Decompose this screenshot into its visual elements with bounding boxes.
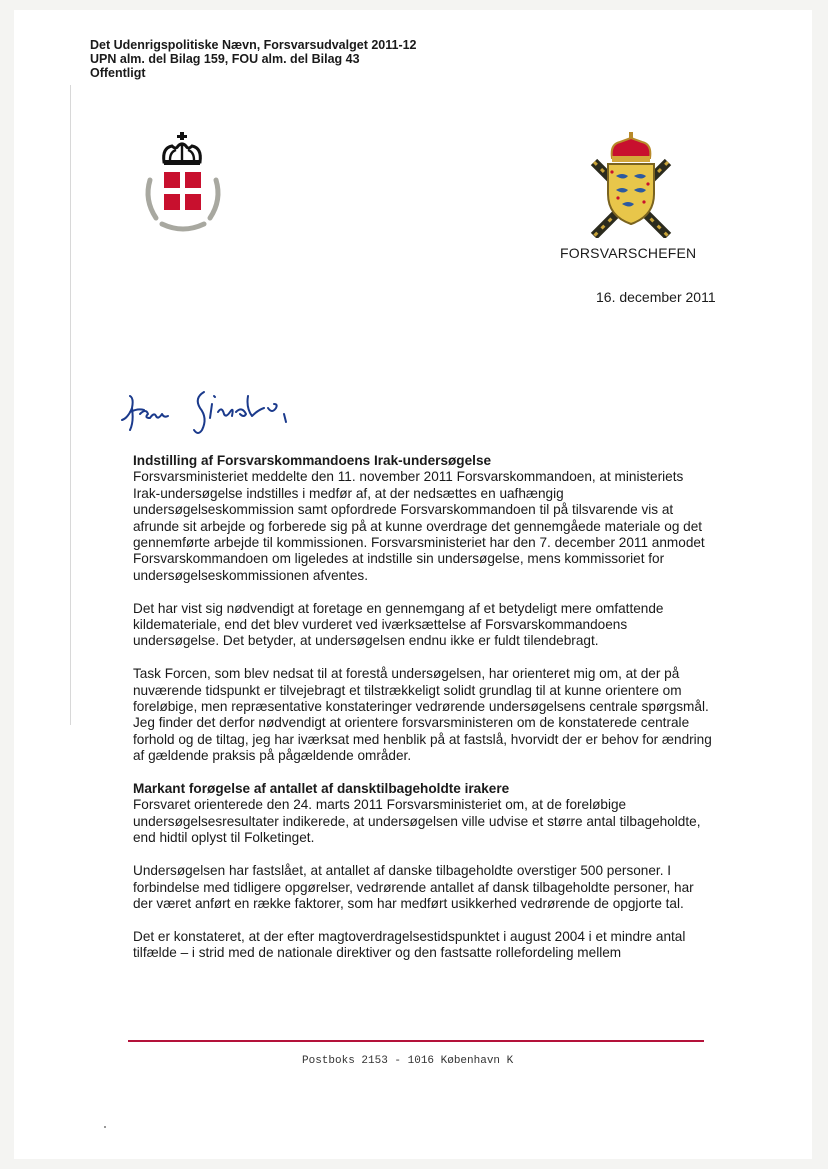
danish-defence-crown-emblem-icon xyxy=(140,130,226,232)
paragraph: Undersøgelsen har fastslået, at antallet af danske tilbageholdte overstiger 500 personer. I forbindelse med tidligere opgørelser, vedrørende antallet af dansk tilbageholdte personer, har der været anført en række faktorer, som har medført usikkerhed vedrørende de opgjorte tal. xyxy=(133,863,694,911)
chief-of-defence-coat-of-arms-icon xyxy=(588,132,674,238)
archive-header-line3: Offentligt xyxy=(90,66,146,80)
footer-rule xyxy=(128,1040,704,1042)
archive-header-line2: UPN alm. del Bilag 159, FOU alm. del Bilag 43 xyxy=(90,52,360,66)
section-heading-detainees: Markant forøgelse af antallet af dansktilbageholdte irakere xyxy=(133,781,510,797)
scan-speck xyxy=(104,1126,106,1128)
letter-date: 16. december 2011 xyxy=(596,289,716,305)
organization-name: FORSVARSCHEFEN xyxy=(560,245,697,261)
handwritten-signature xyxy=(118,378,308,438)
paragraph: Det er konstateret, at der efter magtoverdragelsestidspunktet i august 2004 i et mindre antal tilfælde – i strid med de nationale direktiver og den fastsatte rollefordeling mellem xyxy=(133,928,686,961)
paragraph: Det har vist sig nødvendigt at foretage en gennemgang af et betydeligt mere omfattende kildemateriale, end det blev vurderet ved iværksættelse af Forsvarskommandoens undersøgelse. Det betyder, at undersøgelsen endnu ikke er fuldt tilendebragt. xyxy=(133,600,664,649)
paragraph: Forsvarsministeriet meddelte den 11. november 2011 Forsvarskommandoen, at ministeriets Irak-undersøgelse indstilles i medfør af, at der nedsættes en uafhængig undersøgelseskommission samt opfordrede Forsvarskommandoen til på tilsvarende vis at afrunde sit arbejde og forberede sig på at kunne overdrage det gennemgåede materiale og det gennemførte arbejde til kommissionen. Forsvarsministeriet har den 7. december 2011 anmodet Forsvarskommandoen om ligeledes at indstille sin undersøgelse, mens kommissoriet for undersøgelseskommissionen afventes. xyxy=(133,469,705,583)
paragraph: Task Forcen, som blev nedsat til at forestå undersøgelsen, har orienteret mig om, at der på nuværende tidspunkt er tilvejebragt et tilstrækkeligt solidt grundlag til at kunne orientere om foreløbige, men repræsentative konstateringer vedrørende undersøgelsens centrale spørgsmål. Jeg finder det derfor nødvendigt at orientere forsvarsministeren om de konstaterede centrale forhold og de tiltag, jeg har iværksat med henblik på at fastslå, hvorvidt der er behov for ændring af gældende praksis på pågældende områder. xyxy=(133,666,712,764)
archive-header-line1: Det Udenrigspolitiske Nævn, Forsvarsudvalget 2011-12 xyxy=(90,38,417,52)
paragraph: Forsvaret orienterede den 24. marts 2011 Forsvarsministeriet om, at de foreløbige undersøgelsesresultater indikerede, at undersøgelsen ville udvise et større antal tilbageholdte, end hidtil oplyst til Folketinget. xyxy=(133,797,701,846)
archive-header xyxy=(90,38,417,80)
footer-address: Postboks 2153 - 1016 København K xyxy=(302,1055,514,1067)
letter-body xyxy=(133,453,713,962)
scan-edge-line xyxy=(70,85,71,725)
section-heading-irak-investigation: Indstilling af Forsvarskommandoens Irak-undersøgelse xyxy=(133,453,492,468)
